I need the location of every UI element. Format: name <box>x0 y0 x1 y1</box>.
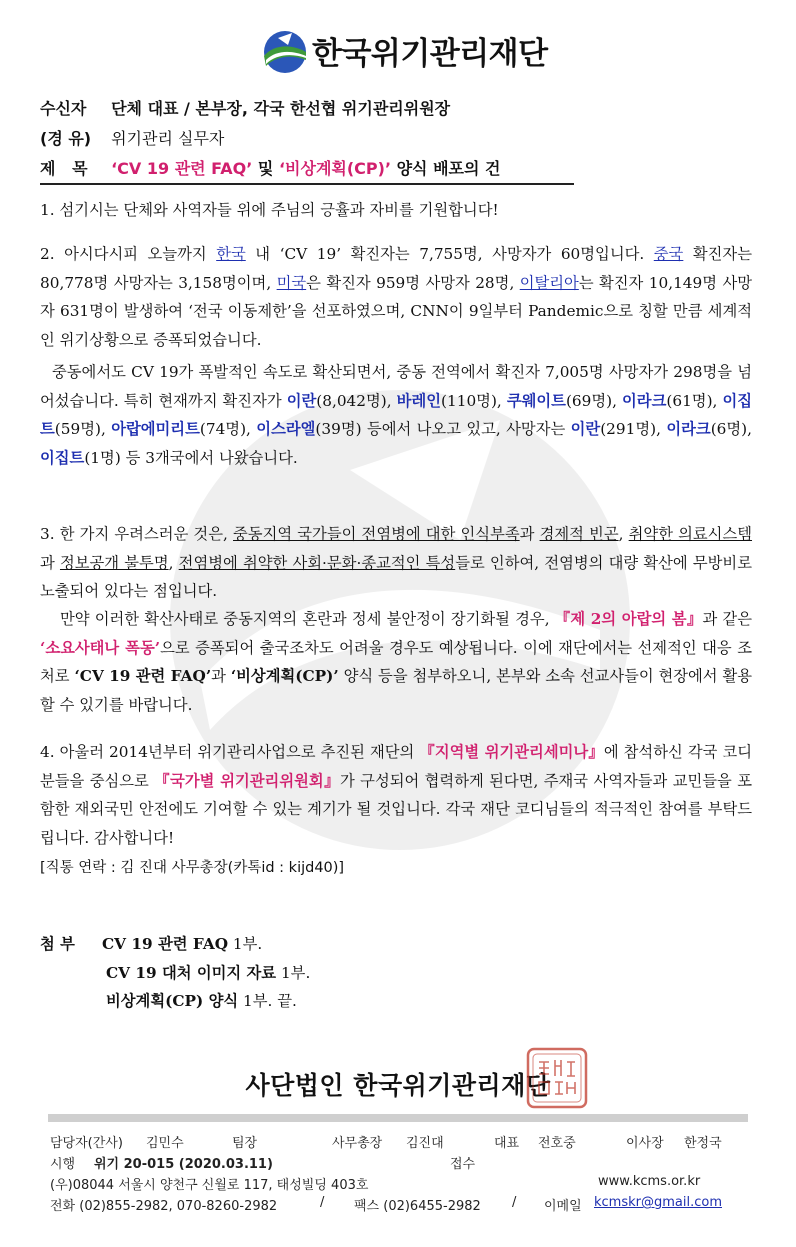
secretary-label: 사무총장 <box>332 1136 383 1151</box>
paragraph-3 <box>40 520 752 606</box>
email-link[interactable]: kcmskr@gmail.com <box>594 1195 722 1210</box>
death-count-egypt: (1명) 등 3개국에서 나왔습니다. <box>84 448 298 467</box>
subject-and: 및 <box>252 159 279 178</box>
attachments-label: 첨 부 <box>40 935 75 953</box>
count-iraq: (61명), <box>666 391 723 410</box>
chair-label: 이사장 <box>626 1136 664 1151</box>
letterhead <box>0 22 796 78</box>
team-label: 팀장 <box>232 1136 258 1151</box>
separator-1: / <box>320 1195 325 1210</box>
p3-c: 과 <box>40 553 60 572</box>
chair-name: 한정국 <box>684 1136 722 1151</box>
rep-label: 대표 <box>494 1136 520 1151</box>
p4-t2: 가 구성되어 협력하게 된다면, 주재국 사역자들과 교민들을 포함한 재외국민 안전에도 기여할 수 있는 계기가 될 것입니다. 각국 재단 코디님들의 적극적인 참여를 부탁드립니다. 감사합니다! <box>40 771 752 847</box>
subject-label: 제 목 <box>40 159 88 178</box>
count-israel: (39명) 등에서 나오고 있고, 사망자는 <box>315 420 571 439</box>
p2-t1: 내 ‘CV 19’ 확진자는 7,755명, 사망자가 60명입니다. <box>245 245 654 263</box>
p2b-lead: 중동에서도 CV 19가 폭발적인 속도로 확산되면서, 중동 전역에서 확진자 7,005명 사망자가 298명을 넘어섰습니다. 특히 현재까지 확진자가 <box>40 363 752 410</box>
country-uae: 아랍에미리트 <box>111 420 200 439</box>
rep-name: 전호중 <box>538 1136 576 1151</box>
china-link[interactable]: 중국 <box>653 245 684 263</box>
via-value: 위기관리 실무자 <box>111 129 225 148</box>
phone: 전화 (02)855-2982, 070-8260-2982 <box>50 1199 278 1214</box>
paragraph-1: 1. 섬기시는 단체와 사역자들 위에 주님의 긍휼과 자비를 기원합니다! <box>40 201 499 219</box>
p3-b: , <box>618 525 629 543</box>
death-iraq: 이라크 <box>666 420 711 439</box>
count-egypt: (59명), <box>54 420 112 439</box>
attachment-2-qty: 1부. <box>276 963 311 982</box>
p3-e: 들로 인하여, 전염병의 대량 확산에 무방비로 노출되어 있다는 점입니다. <box>40 553 752 601</box>
italy-link[interactable]: 이탈리아 <box>519 273 579 292</box>
attachment-1-qty: 1부. <box>228 935 263 953</box>
p3b-t4: 양식 등을 첨부하오니, 본부와 소속 선교사들이 현장에서 활용할 수 있기를 바랍니다. <box>40 667 753 714</box>
p3-underline-1: 중동지역 국가들이 전염병에 대한 인식부족 <box>233 525 520 543</box>
enforce-label: 시행 <box>50 1157 76 1172</box>
p3-underline-3: 취약한 의료시스템 <box>628 525 753 543</box>
p3-underline-5: 전염병에 취약한 사회·문화·종교적인 특성 <box>178 553 456 572</box>
p3b-t2: 으로 증폭되어 출국조차도 어려울 경우도 예상됩니다. 이에 재단에서는 선제적인 대응 조처로 <box>40 638 752 686</box>
website[interactable]: www.kcms.or.kr <box>598 1174 701 1189</box>
paragraph-4 <box>40 738 752 852</box>
via-row <box>40 126 600 149</box>
count-uae: (74명), <box>199 420 257 439</box>
usa-link[interactable]: 미국 <box>276 273 307 292</box>
recipient-value: 단체 대표 / 본부장, 각국 한선협 위기관리위원장 <box>111 99 451 118</box>
count-bahrain: (110명), <box>441 391 507 410</box>
country-iraq: 이라크 <box>622 391 667 410</box>
korea-link[interactable]: 한국 <box>216 245 246 263</box>
p2-t4: 는 확진자 10,149명 사망자 631명이 발생하여 ‘전국 이동제한’을 선포하였으며, CNN이 9일부터 Pandemic으로 칭할 만큼 세계적인 위기상황으로 증폭되었습니다. <box>40 273 753 349</box>
count-kuwait: (69명), <box>565 391 623 410</box>
p4-lead: 4. 아울러 2014년부터 위기관리사업으로 추진된 재단의 <box>40 743 420 761</box>
via-label: (경 유) <box>40 129 92 148</box>
p3b-t1: 과 같은 <box>702 610 752 628</box>
subject-rest: 양식 배포의 건 <box>391 159 501 178</box>
p3-underline-4: 정보공개 불투명 <box>59 553 169 572</box>
attachment-2-name: CV 19 대처 이미지 자료 <box>106 963 277 982</box>
p3b-t3: 과 <box>211 667 231 686</box>
country-israel: 이스라엘 <box>256 420 316 439</box>
paragraph-3b <box>40 605 752 719</box>
secretary-name: 김진대 <box>406 1136 444 1151</box>
cp-bold: ‘비상계획(CP)’ <box>230 667 339 686</box>
subject-row <box>40 156 600 179</box>
country-egypt: 이집트 <box>40 391 753 439</box>
country-bahrain: 바레인 <box>396 391 442 410</box>
p3b-lead: 만약 이러한 확산사태로 중동지역의 혼란과 정세 불안정이 장기화될 경우, <box>60 610 555 628</box>
issuer-name: 사단법인 한국위기관리재단 <box>245 1071 551 1100</box>
subject-faq: ‘CV 19 관련 FAQ’ <box>111 159 253 178</box>
attachment-3-qty: 1부. 끝. <box>238 992 297 1011</box>
regional-seminar-highlight: 『지역별 위기관리세미나』 <box>419 743 604 761</box>
p3-underline-2: 경제적 빈곤 <box>539 525 619 543</box>
receive-label: 접수 <box>450 1157 476 1172</box>
country-iran: 이란 <box>286 391 317 410</box>
attachments <box>40 930 310 1016</box>
footer-divider <box>48 1114 748 1122</box>
recipient-row <box>40 96 600 119</box>
fax: 팩스 (02)6455-2982 <box>354 1199 481 1214</box>
arab-spring-highlight: 『제 2의 아랍의 봄』 <box>554 610 703 628</box>
subject-underline <box>40 183 574 185</box>
death-egypt: 이집트 <box>40 448 85 467</box>
subject-cp: ‘비상계획(CP)’ <box>278 159 392 178</box>
count-iran: (8,042명), <box>316 391 397 410</box>
staff-label: 담당자(간사) <box>50 1136 123 1151</box>
p2-t3: 은 확진자 959명 사망자 28명, <box>306 273 520 292</box>
contact-line: [직통 연락 : 김 진대 사무총장(카톡id : kijd40)] <box>40 860 345 876</box>
attachment-1-name: CV 19 관련 FAQ <box>102 935 229 953</box>
p2-t2: 확진자는 80,778명 사망자는 3,158명이며, <box>40 245 752 292</box>
faq-bold: ‘CV 19 관련 FAQ’ <box>74 667 212 686</box>
separator-2: / <box>512 1195 517 1210</box>
p2-lead: 2. 아시다시피 오늘까지 <box>40 245 217 263</box>
address: (우)08044 서울시 양천구 신월로 117, 태성빌딩 403호 <box>50 1178 369 1193</box>
national-committee-highlight: 『국가별 위기관리위원회』 <box>154 771 340 790</box>
foundation-logo-icon <box>262 30 308 74</box>
riot-highlight: ‘소요사태나 폭동’ <box>40 638 161 657</box>
paragraph-2 <box>40 240 752 354</box>
paragraph-2b <box>40 358 752 472</box>
official-seal-icon <box>525 1046 589 1110</box>
email-label: 이메일 <box>544 1199 582 1214</box>
org-title: 한국위기관리재단 <box>312 36 548 72</box>
death-count-iran: (291명), <box>600 420 667 439</box>
recipient-label: 수신자 <box>40 99 87 118</box>
enforce-number: 위기 20-015 (2020.03.11) <box>94 1157 273 1172</box>
country-kuwait: 쿠웨이트 <box>506 391 566 410</box>
p3-a: 과 <box>519 525 540 543</box>
p4-t1: 에 참석하신 각국 코디분들을 중심으로 <box>40 743 752 790</box>
p3-d: , <box>168 553 179 572</box>
staff-name: 김민수 <box>146 1136 184 1151</box>
death-iran: 이란 <box>570 420 601 439</box>
attachment-3-name: 비상계획(CP) 양식 <box>106 992 239 1011</box>
death-count-iraq: (6명), <box>710 420 753 439</box>
p3-lead: 3. 한 가지 우려스러운 것은, <box>40 525 234 543</box>
